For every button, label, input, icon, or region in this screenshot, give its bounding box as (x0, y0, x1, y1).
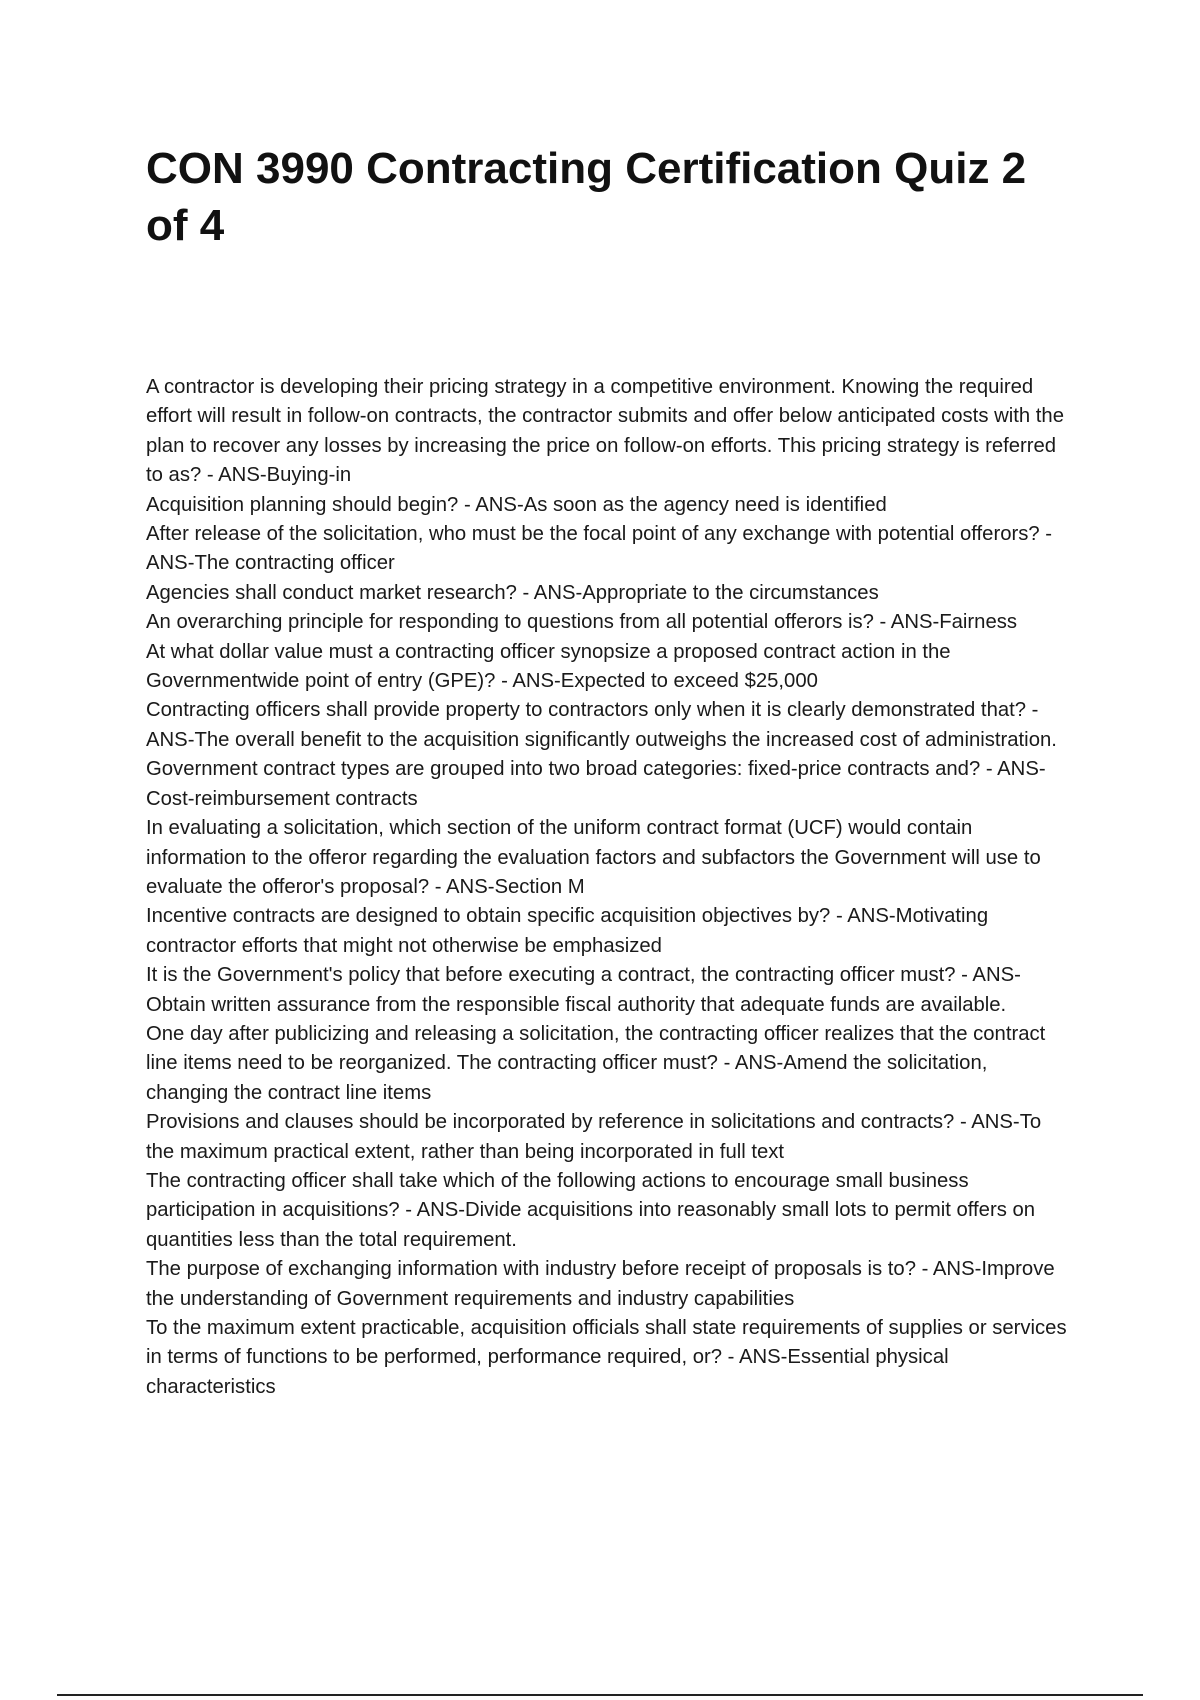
qa-item: A contractor is developing their pricing strategy in a competitive environment. Knowing the required effort will result in follow-on contracts, the contractor submits and offer below anticipated costs with the plan to recover any losses by increasing the price on follow-on efforts. This pricing strategy is referred to as? - ANS-Buying-in (146, 376, 1064, 487)
qa-item: The purpose of exchanging information with industry before receipt of proposals is to? - ANS-Improve the understanding of Government requirements and industry capabilities (146, 1258, 1055, 1310)
qa-item: It is the Government's policy that before executing a contract, the contracting officer must? - ANS-Obtain written assurance from the responsible fiscal authority that adequate funds are available. (146, 964, 1021, 1016)
qa-item: Provisions and clauses should be incorporated by reference in solicitations and contracts? - ANS-To the maximum practical extent, rather than being incorporated in full text (146, 1111, 1042, 1163)
qa-item: After release of the solicitation, who must be the focal point of any exchange with potential offerors? - ANS-The contracting officer (146, 523, 1053, 575)
qa-list (146, 373, 1068, 1402)
page-title: CON 3990 Contracting Certification Quiz 2 of 4 (146, 144, 1027, 250)
qa-item: In evaluating a solicitation, which section of the uniform contract format (UCF) would contain information to the offeror regarding the evaluation factors and subfactors the Government will use to evaluate the offeror's proposal? - ANS-Section M (146, 817, 1041, 898)
qa-item: Contracting officers shall provide property to contractors only when it is clearly demonstrated that? - ANS-The overall benefit to the acquisition significantly outweighs the increased cost of administration. (146, 699, 1057, 751)
qa-item: Agencies shall conduct market research? - ANS-Appropriate to the circumstances (146, 581, 879, 604)
qa-item: At what dollar value must a contracting officer synopsize a proposed contract action in the Governmentwide point of entry (GPE)? - ANS-Expected to exceed $25,000 (146, 640, 951, 693)
qa-item: To the maximum extent practicable, acquisition officials shall state requirements of supplies or services in terms of functions to be performed, performance required, or? - ANS-Essential physical characteristics (146, 1317, 1067, 1398)
qa-item: An overarching principle for responding to questions from all potential offerors is? - ANS-Fairness (146, 611, 1018, 634)
qa-item: Incentive contracts are designed to obtain specific acquisition objectives by? - ANS-Motivating contractor efforts that might not otherwise be emphasized (146, 905, 989, 957)
qa-item: The contracting officer shall take which of the following actions to encourage small business participation in acquisitions? - ANS-Divide acquisitions into reasonably small lots to permit offers on quantities less than the total requirement. (146, 1169, 1036, 1251)
page-bottom-divider (57, 1694, 1143, 1696)
qa-item: One day after publicizing and releasing a solicitation, the contracting officer realizes that the contract line items need to be reorganized. The contracting officer must? - ANS-Amend the solicitation, changing the contract line items (146, 1022, 1046, 1104)
qa-item: Acquisition planning should begin? - ANS-As soon as the agency need is identified (146, 493, 887, 516)
qa-item: Government contract types are grouped into two broad categories: fixed-price contracts and? - ANS-Cost-reimbursement contracts (146, 758, 1046, 810)
